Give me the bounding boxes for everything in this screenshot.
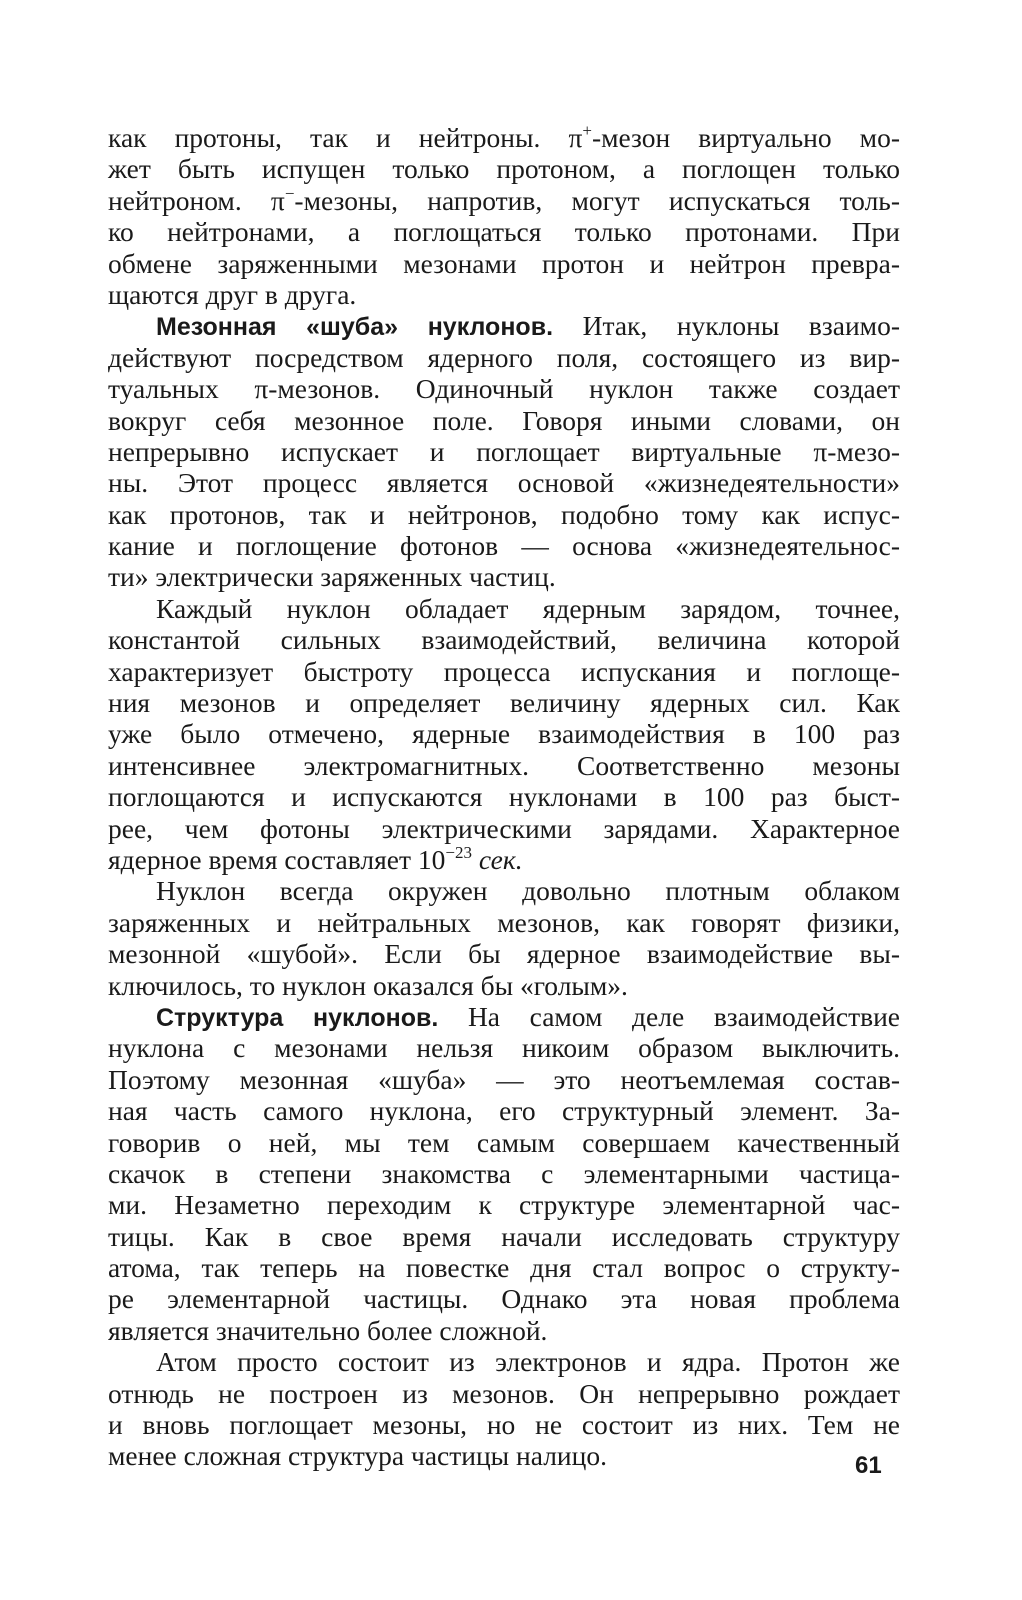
text-line: нуклона с мезонами нельзя никоим образом выключить. (108, 1032, 900, 1064)
text-line: скачок в степени знакомства с элементарными частица- (108, 1157, 900, 1189)
text-segment: -мезоны, напротив, могут испускаться толь- (294, 184, 900, 216)
text-line: является значительно более сложной. (108, 1314, 548, 1346)
text-line: действуют посредством ядерного поля, состоящего из вир- (108, 341, 900, 373)
superscript: − (284, 183, 295, 203)
superscript: −23 (445, 842, 472, 862)
text-line: обмене заряженными мезонами протон и нейтрон превра- (108, 247, 900, 279)
text-line: ключилось, то нуклон оказался бы «голым». (108, 969, 628, 1001)
text-line: ре элементарной частицы. Однако эта новая проблема (108, 1283, 900, 1315)
text-line (108, 185, 900, 216)
body-text (108, 122, 900, 1472)
text-segment: Итак, нуклоны взаимо- (553, 310, 900, 342)
text-line: как протонов, так и нейтронов, подобно тому как испус- (108, 498, 900, 530)
text-line: характеризует быстроту процесса испускания и поглоще- (108, 655, 900, 687)
italic-text: сек. (478, 843, 523, 875)
text-line: Атом просто состоит из электронов и ядра. Протон же (156, 1346, 900, 1378)
text-line: вокруг себя мезонное поле. Говоря иными словами, он (108, 404, 900, 436)
text-line: ная часть самого нуклона, его структурный элемент. За- (108, 1095, 900, 1127)
section-heading: Мезонная «шуба» нуклонов. (156, 313, 554, 342)
text-line: поглощаются и испускаются нуклонами в 100 раз быст- (108, 781, 900, 813)
section-heading: Структура нуклонов. (156, 1003, 439, 1032)
text-line: интенсивнее электромагнитных. Соответственно мезоны (108, 749, 900, 781)
text-line: ния мезонов и определяет величину ядерных сил. Как (108, 687, 900, 719)
text-line: кание и поглощение фотонов — основа «жизнедеятельнос- (108, 530, 900, 562)
superscript: + (582, 121, 592, 140)
text-line: Каждый нуклон обладает ядерным зарядом, точнее, (156, 592, 900, 624)
text-line: щаются друг в друга. (108, 278, 357, 310)
text-line: константой сильных взаимодействий, величина которой (108, 624, 900, 656)
text-line: Нуклон всегда окружен довольно плотным облаком (156, 875, 900, 907)
text-line: говорив о ней, мы тем самым совершаем качественный (108, 1126, 900, 1158)
text-line (108, 310, 900, 341)
text-line: ми. Незаметно переходим к структуре элементарной час- (108, 1189, 900, 1221)
text-line (108, 122, 900, 153)
page-number: 61 (855, 1452, 882, 1479)
text-line: уже было отмечено, ядерные взаимодействия в 100 раз (108, 718, 900, 750)
text-line: туальных π-мезонов. Одиночный нуклон также создает (108, 373, 900, 405)
text-line: Поэтому мезонная «шуба» — это неотъемлемая состав- (108, 1063, 900, 1095)
text-line: рее, чем фотоны электрическими зарядами. Характерное (108, 812, 900, 844)
text-line (108, 844, 900, 875)
text-segment: как протоны, так и нейтроны. π (108, 122, 583, 153)
text-segment (472, 844, 479, 875)
text-line: тицы. Как в свое время начали исследовать структуру (108, 1220, 900, 1252)
text-line: мезонной «шубой». Если бы ядерное взаимодействие вы- (108, 938, 900, 970)
text-line (108, 1001, 900, 1032)
text-line: и вновь поглощает мезоны, но не состоит из них. Тем не (108, 1409, 900, 1441)
text-line: непрерывно испускает и поглощает виртуальные π-мезо- (108, 435, 900, 467)
text-line: атома, так теперь на повестке дня стал вопрос о структу- (108, 1252, 900, 1284)
text-line: отнюдь не построен из мезонов. Он непрерывно рождает (108, 1377, 900, 1409)
text-line: жет быть испущен только протоном, а поглощен только (108, 153, 900, 185)
text-segment: На самом деле взаимодействие (438, 1000, 900, 1032)
text-line: заряженных и нейтральных мезонов, как говорят физики, (108, 906, 900, 938)
text-line: менее сложная структура частицы налицо. (108, 1440, 607, 1472)
text-line: ко нейтронами, а поглощаться только протонами. При (108, 216, 900, 248)
text-segment: ядерное время составляет 10 (108, 843, 446, 875)
text-segment: -мезон виртуально мо- (591, 122, 900, 153)
text-line: ны. Этот процесс является основой «жизнедеятельности» (108, 467, 900, 499)
text-line: ти» электрически заряженных частиц. (108, 561, 556, 593)
text-segment: нейтроном. π (108, 184, 285, 216)
